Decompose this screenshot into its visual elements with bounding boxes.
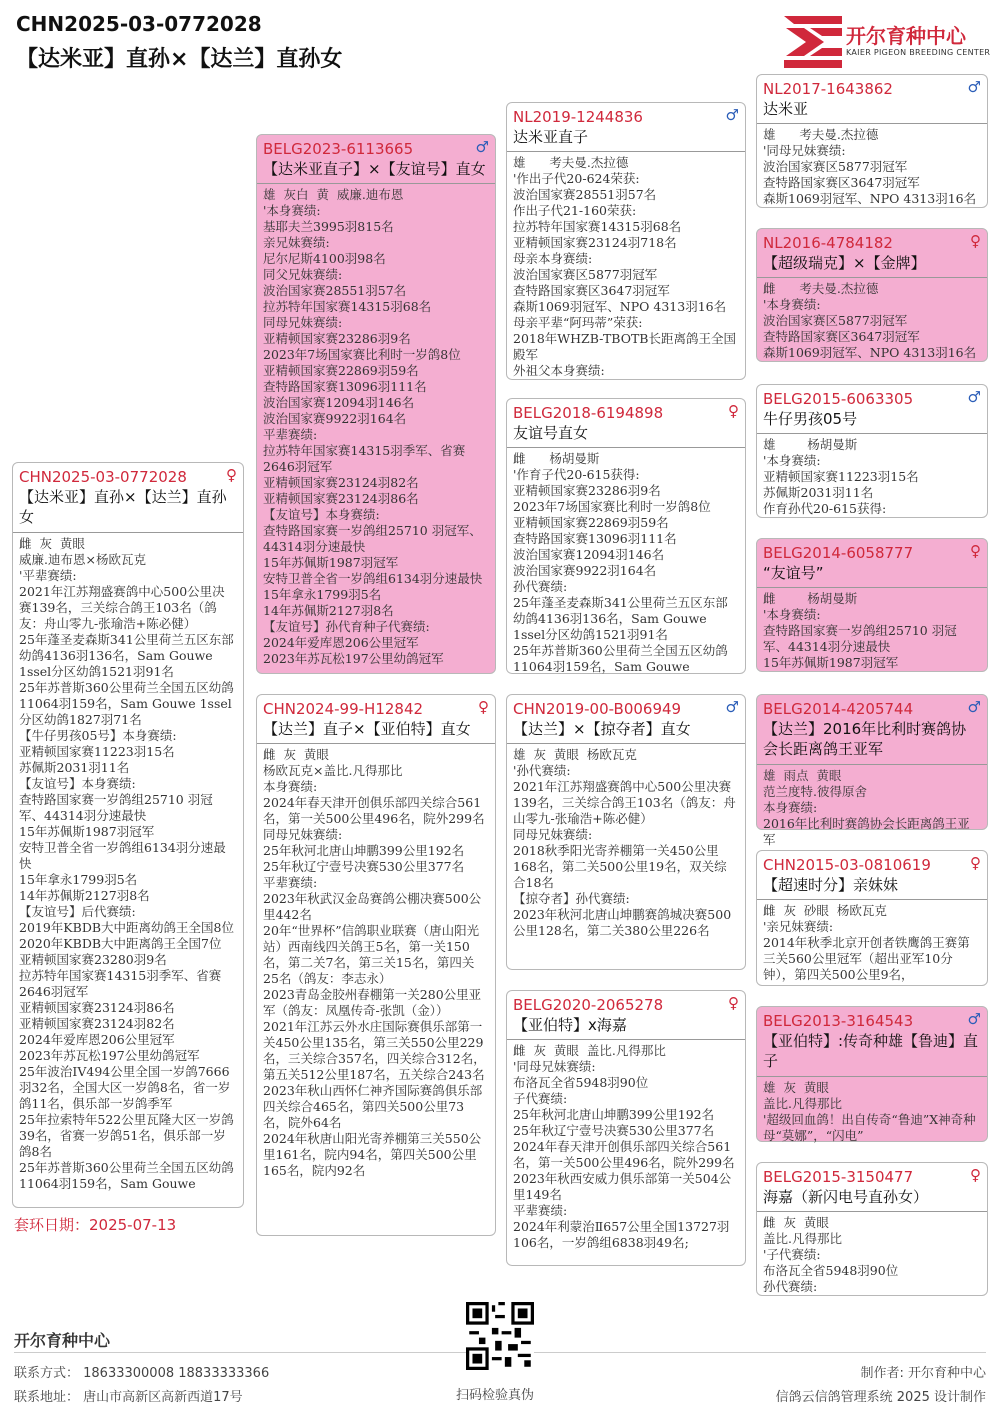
male-symbol-icon: ♂ xyxy=(967,698,981,716)
male-symbol-icon: ♂ xyxy=(967,78,981,96)
ring-number: BELG2015-6063305 xyxy=(763,390,914,408)
bird-name: 【达兰】直子×【亚伯特】直女 xyxy=(257,718,495,744)
kaier-logo-icon xyxy=(784,16,842,68)
bird-name: 友谊号直女 xyxy=(507,422,745,448)
female-symbol-icon: ♀ xyxy=(226,466,237,484)
female-symbol-icon: ♀ xyxy=(970,542,981,560)
pedigree-card-dsd[interactable] xyxy=(756,850,988,986)
bird-record: 雌 灰 砂眼 杨欧瓦克 '亲兄妹赛绩: 2014年秋季北京开创者铁鹰鸽王赛第三关560公里冠军（超出亚军10分钟），第四关500公里9名， xyxy=(763,903,970,983)
ring-number: BELG2018-6194898 xyxy=(513,404,664,422)
ring-number: NL2019-1244836 xyxy=(513,108,643,126)
pedigree-card-sdd[interactable] xyxy=(756,538,988,672)
bird-record: 雌 杨胡曼斯 '本身赛绩: 查特路国家赛一岁鸽组25710 羽冠军、44314羽分速最快 15年苏佩斯1987羽冠军 xyxy=(763,591,957,671)
brand-logo xyxy=(784,16,994,72)
ring-number: BELG2013-3164543 xyxy=(763,1012,914,1030)
male-symbol-icon: ♂ xyxy=(725,106,739,124)
ring-number: CHN2019-00-B006949 xyxy=(513,700,682,718)
pedigree-card-sire-sire[interactable] xyxy=(506,102,746,380)
pedigree-card-sire[interactable] xyxy=(256,134,496,674)
pedigree-card-dss[interactable] xyxy=(756,694,988,847)
pedigree-card-dam-sire[interactable] xyxy=(506,694,746,970)
pedigree-card-sss[interactable] xyxy=(756,74,988,208)
female-symbol-icon: ♀ xyxy=(478,698,489,716)
footer-center-name: 开尔育种中心 xyxy=(14,1331,111,1350)
bird-record: 雄 考夫曼.杰拉德 '作出子代20-624荣获: 波治国家赛28551羽57名 作出子代21-160荣获: 拉苏特年国家赛14315羽68名 亚精顿国家赛23124羽718名 母亲本身赛绩: 波治国家赛区5877羽冠军 查特路国家赛区3647羽冠军 森斯1069羽冠军、NPO 4313羽16名 母亲平辈“阿玛蒂”荣获: 2018年WHZB-TBOTB长距离鸽王全国殿军 外祖父本身赛绩: xyxy=(513,155,736,379)
bird-name: 【达米亚直子】×【友谊号】直女 xyxy=(257,158,495,184)
bird-record: 雌 灰 黄眼 盖比.凡得那比 '同母兄妹赛绩: 布洛瓦全省5948羽90位 子代赛绩: 25年秋河北唐山坤鹏399公里192名 25年秋辽宁壹号决赛530公里377名 2024年春天津开创俱乐部四关综合561名，第一关500公里496名，院外299名 2023年秋西安威力俱乐部第一关504公里149名 平辈赛绩: 2024年利蒙治Ⅱ657公里全国13727羽106名，一岁鸽组6838羽49名; xyxy=(513,1043,735,1251)
pedigree-card-dam[interactable] xyxy=(256,694,496,1236)
brand-name: 开尔育种中心 xyxy=(846,24,966,48)
bird-name: “友谊号” xyxy=(757,562,987,588)
pedigree-card-subject[interactable] xyxy=(12,462,244,1208)
female-symbol-icon: ♀ xyxy=(728,994,739,1012)
bird-name: 达米亚直子 xyxy=(507,126,745,152)
female-symbol-icon: ♀ xyxy=(728,402,739,420)
band-date: 套环日期：2025-07-13 xyxy=(14,1216,177,1234)
ring-number: NL2017-1643862 xyxy=(763,80,893,98)
bird-record: 雄 灰 黄眼 盖比.凡得那比 '超级回血鸽！出自传奇“鲁迪”X神奇种母“莫娜”，“闪电” xyxy=(763,1079,976,1143)
ring-number: CHN2015-03-0810619 xyxy=(763,856,931,874)
male-symbol-icon: ♂ xyxy=(967,1010,981,1028)
pedigree-card-sire-dam[interactable] xyxy=(506,398,746,674)
pedigree-ring-number: CHN2025-03-0772028 xyxy=(16,12,262,36)
bird-record: 雌 杨胡曼斯 '作育子代20-615获得: 亚精顿国家赛23286羽9名 2023年7场国家赛比利时一岁鸽8位 亚精顿国家赛22869羽59名 查特路国家赛13096羽111名 波治国家赛12094羽146名 波治国家赛9922羽164名 孙代赛绩: 25年蓬圣麦森斯341公里荷兰五区东部幼鸽4136羽136名，Sam Gouwe 1ssel分区幼鸽1521羽91名 25年苏普斯360公里荷兰全国五区幼鸽11064羽159名，Sam Gouwe xyxy=(513,451,728,675)
bird-record: 雌 灰 黄眼 盖比.凡得那比 '子代赛绩: 布洛瓦全省5948羽90位 孙代赛绩: xyxy=(763,1215,899,1295)
male-symbol-icon: ♂ xyxy=(475,138,489,156)
ring-number: BELG2015-3150477 xyxy=(763,1168,914,1186)
bird-record: 雄 灰 黄眼 杨欧瓦克 '孙代赛绩: 2021年江苏翔盛赛鸽中心500公里决赛139名，三关综合鸽王103名（鸽友：舟山零九-张瑜浩+陈必健） 同母兄妹赛绩: 2018秋季阳光寄养棚第一关450公里168名，第二关500公里19名，双关综合18名 【掠夺者】孙代赛绩: 2023年秋河北唐山坤鹏赛鸽城决赛500公里128名，第二关380公里226名 xyxy=(513,747,736,939)
bird-name: 【达米亚】直孙×【达兰】直孙女 xyxy=(13,486,243,533)
ring-number: BELG2014-6058777 xyxy=(763,544,914,562)
pedigree-title: 【达米亚】直孙×【达兰】直孙女 xyxy=(16,47,343,72)
qr-caption: 扫码检验真伪 xyxy=(456,1388,535,1403)
bird-name: 【达兰】2016年比利时赛鸽协会长距离鸽王亚军 xyxy=(757,718,987,765)
bird-record: 雄 灰白 黄 威廉.迪布恩 '本身赛绩: 基耶夫兰3995羽815名 亲兄妹赛绩: 尼尔尼斯4100羽98名 同父兄妹赛绩: 波治国家赛28551羽57名 拉苏特年国家赛14315羽68名 同母兄妹赛绩: 亚精顿国家赛23286羽9名 2023年7场国家赛比利时一岁鸽8位 亚精顿国家赛22869羽59名 查特路国家赛13096羽111名 波治国家赛12094羽146名 波治国家赛9922羽164名 平辈赛绩: 拉苏特年国家赛14315羽季军、省赛2646羽冠军 亚精顿国家赛23124羽82名 亚精顿国家赛23124羽86名 【友谊号】本身赛绩: 查特路国家赛一岁鸽组25710 羽冠军、44314羽分速最快 15年苏佩斯1987羽冠军 安特卫普全省一岁鸽组6134羽分速最快 15年拿永1799羽5名 14年苏佩斯2127羽8名 【友谊号】孙代育种子代赛绩: 2024年爱库恩206公里冠军 2023年苏瓦松197公里幼鸽冠军 xyxy=(263,187,483,667)
bird-record: 雌 考夫曼.杰拉德 '本身赛绩: 波治国家赛区5877羽冠军 查特路国家赛区3647羽冠军 森斯1069羽冠军、NPO 4313羽16名 xyxy=(763,281,977,361)
female-symbol-icon: ♀ xyxy=(970,1166,981,1184)
bird-name: 【超级瑞克】×【金牌】 xyxy=(757,252,987,278)
bird-name: 海嘉（新闪电号直孙女） xyxy=(757,1186,987,1212)
bird-name: 【亚伯特】:传奇种雄【鲁迪】直子 xyxy=(757,1030,987,1077)
bird-name: 【达兰】×【掠夺者】直女 xyxy=(507,718,745,744)
bird-record: 雄 考夫曼.杰拉德 '同母兄妹赛绩: 波治国家赛区5877羽冠军 查特路国家赛区3647羽冠军 森斯1069羽冠军、NPO 4313羽16名 xyxy=(763,127,977,207)
male-symbol-icon: ♂ xyxy=(967,388,981,406)
bird-name: 牛仔男孩05号 xyxy=(757,408,987,434)
footer-system: 信鸽云信鸽管理系统 2025 设计制作 xyxy=(775,1390,986,1405)
female-symbol-icon: ♀ xyxy=(970,232,981,250)
pedigree-card-dam-dam[interactable] xyxy=(506,990,746,1266)
bird-record: 雄 杨胡曼斯 '本身赛绩: 亚精顿国家赛11223羽15名 苏佩斯2031羽11名 作育孙代20-615获得: xyxy=(763,437,919,517)
qr-code-icon[interactable] xyxy=(466,1302,534,1370)
footer-address: 联系地址： 唐山市高新区高新西道17号 xyxy=(14,1390,243,1405)
pedigree-card-ddd[interactable] xyxy=(756,1162,988,1296)
brand-name-en: KAIER PIGEON BREEDING CENTER xyxy=(846,48,991,57)
ring-number: CHN2024-99-H12842 xyxy=(263,700,424,718)
bird-name: 【超速时分】亲妹妹 xyxy=(757,874,987,900)
pedigree-card-sds[interactable] xyxy=(756,384,988,518)
female-symbol-icon: ♀ xyxy=(970,854,981,872)
bird-record: 雄 雨点 黄眼 范兰度特.彼得原舍 本身赛绩: 2016年比利时赛鸽协会长距离鸽王亚军 xyxy=(763,767,970,847)
pedigree-card-dds[interactable] xyxy=(756,1006,988,1142)
footer-maker: 制作者: 开尔育种中心 xyxy=(860,1366,986,1381)
bird-record: 雌 灰 黄眼 杨欧瓦克×盖比.凡得那比 本身赛绩: 2024年春天津开创俱乐部四关综合561名，第一关500公里496名，院外299名 同母兄妹赛绩: 25年秋河北唐山坤鹏399公里192名 25年秋辽宁壹号决赛530公里377名 平辈赛绩: 2023年秋武汉金岛赛鸽公棚决赛500公里442名 20年“世界杯”信鸽职业联赛（唐山阳光站）西南线四关鸽王5名，第一关150名，第二关7名，第三关15名，第四关25名（鸽友：李志永） 2023青岛金胶州春棚第一关280公里亚军（鸽友：凤凰传奇-张凯（金）） 2021年江苏云外水庄国际赛俱乐部第一关450公里135名，第三关550公里229名，三关综合357名，四关综合312名，第五关512公里187名，五关综合243名 2023年秋山西怀仁神齐国际赛鸽俱乐部四关综合465名，第四关500公里73名，院外64名 2024年秋唐山阳光寄养棚第三关550公里161名，院内94名，第四关500公里165名，院内92名 xyxy=(263,747,486,1179)
ring-number: CHN2025-03-0772028 xyxy=(19,468,187,486)
bird-name: 【亚伯特】x海嘉 xyxy=(507,1014,745,1040)
ring-number: BELG2014-4205744 xyxy=(763,700,914,718)
bird-record: 雌 灰 黄眼 威廉.迪布恩×杨欧瓦克 '平辈赛绩: 2021年江苏翔盛赛鸽中心500公里决赛139名，三关综合鸽王103名（鸽友：舟山零九-张瑜浩+陈必健） 25年蓬圣麦森斯341公里荷兰五区东部幼鸽4136羽136名，Sam Gouwe 1ssel分区幼鸽1521羽91名 25年苏普斯360公里荷兰全国五区幼鸽11064羽159名，Sam Gouwe 1ssel分区幼鸽1827羽71名 【牛仔男孩05号】本身赛绩: 亚精顿国家赛11223羽15名 苏佩斯2031羽11名 【友谊号】本身赛绩: 查特路国家赛一岁鸽组25710 羽冠军、44314羽分速最快 15年苏佩斯1987羽冠军 安特卫普全省一岁鸽组6134羽分速最快 15年拿永1799羽5名 14年苏佩斯2127羽8名 【友谊号】后代赛绩: 2019年KBDB大中距离幼鸽王全国8位 2020年KBDB大中距离鸽王全国7位 亚精顿国家赛23280羽9名 拉苏特年国家赛14315羽季军、省赛2646羽冠军 亚精顿国家赛23124羽86名 亚精顿国家赛23124羽82名 2024年爱库恩206公里冠军 2023年苏瓦松197公里幼鸽冠军 25年波治IV494公里全国一岁鸽7666羽32名，全国大区一岁鸽8名，省一岁鸽11名，俱乐部一岁鸽季军 25年拉索特年522公里瓦隆大区一岁鸽39名，省赛一岁鸽51名，俱乐部一岁鸽8名 25年苏普斯360公里荷兰全国五区幼鸽11064羽159名，Sam Gouwe xyxy=(19,535,234,1191)
male-symbol-icon: ♂ xyxy=(725,698,739,716)
pedigree-card-ssd[interactable] xyxy=(756,228,988,362)
ring-number: BELG2023-6113665 xyxy=(263,140,414,158)
bird-name: 达米亚 xyxy=(757,98,987,124)
ring-number: BELG2020-2065278 xyxy=(513,996,664,1014)
ring-number: NL2016-4784182 xyxy=(763,234,893,252)
footer-phone: 联系方式： 18633300008 18833333366 xyxy=(14,1366,270,1381)
